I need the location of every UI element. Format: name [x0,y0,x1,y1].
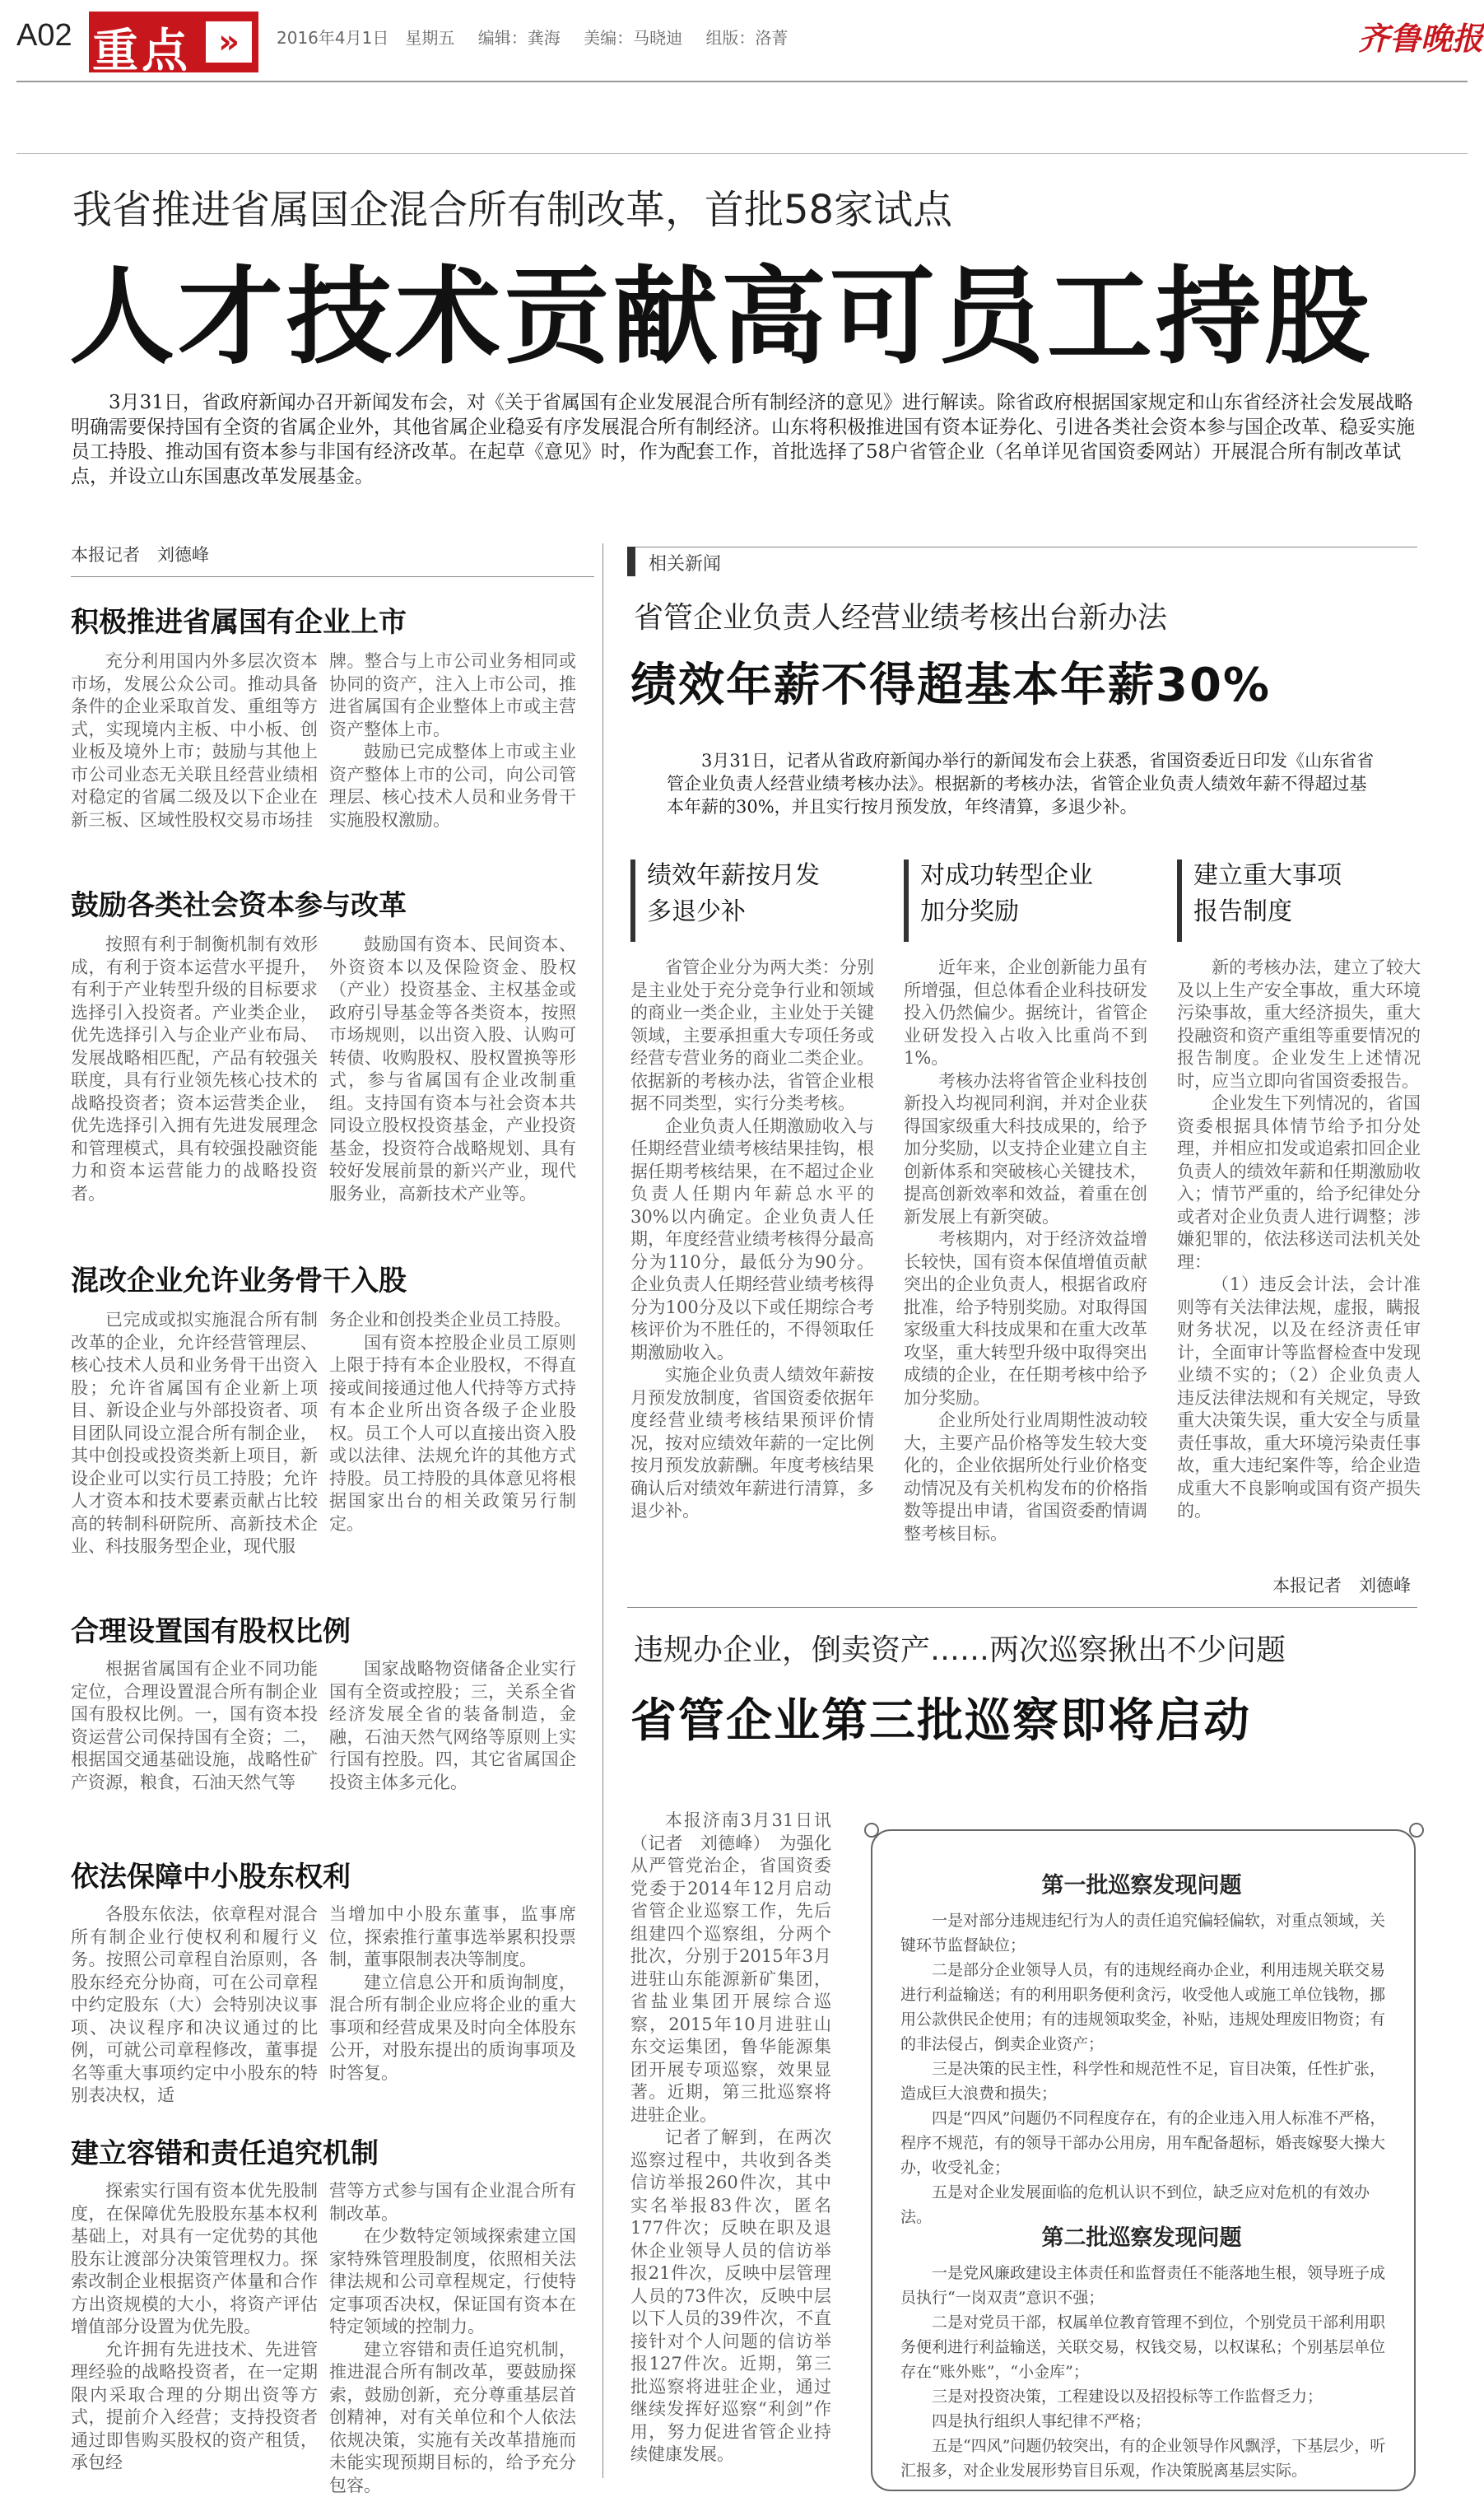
section-title-accountability: 建立容错和责任追究机制 [71,2137,379,2170]
column-head-line: 多退少补 [647,897,746,926]
paragraph: 按照有利于制衡机制有效形成，有利于资本运营水平提升，有利于产业转型升级的目标要求选择引入投资者。产业类企业，优先选择引入与企业产业布局、发展战略相匹配，产品有较强关联度，具有行业领先核心技术的战略投资者；资本运营类企业，优先选择引入拥有先进发展理念和管理模式，具有较强投融资能力和资本运营能力的战略投资者。 [71,934,318,1204]
section-title-minority-rights: 依法保障中小股东权利 [71,1861,351,1894]
list-item: 二是部分企业领导人员，有的违规经商办企业，利用违规关联交易进行利益输送；有的利用职务便利贪污，收受他人或施工单位钱物，挪用公款供民企使用；有的违规领取奖金，补贴，违规处理废旧物资；有的非法侵占，倒卖企业资产； [900,1961,1386,2053]
column-reporting-body [1177,957,1421,1523]
paragraph: 充分利用国内外多层次资本市场，发展公众公司。推动具备条件的企业采取首发、重组等方式，实现境内主板、中小板、创业板及境外上市；鼓励与其他上市公司业态无关联且经营业绩相对稳定的省属二级及以下企业在新三板、区域性股权交易市场挂 [71,651,318,830]
paragraph: 允许拥有先进技术、先进管理经验的战略投资者，在一定期限内采取合理的分期出资等方式，提前介入经营；支持投资者通过即售购买股权的资产租赁，承包经 [71,2339,318,2472]
paragraph: 实施企业负责人绩效年薪按月预发放制度，省国资委依据年度经营业绩考核结果预评价情况，按对应绩效年薪的一定比例按月预发放薪酬。年度考核结果确认后对绩效年薪进行清算，多退少补。 [630,1365,874,1521]
section-equity-left [71,1658,318,1794]
edition-meta [277,25,806,49]
masthead-rule [16,81,1468,82]
column-divider [602,543,603,2478]
meta-designer: 美编：马晓迪 [584,28,683,48]
paragraph: 企业所处行业周期性波动较大，主要产品价格等发生较大变化的，企业依据所处行业价格变动情况及有关机构发布的价格指数等提出申请，省国资委酌情调整考核目标。 [904,1410,1147,1544]
column-bar [630,860,635,942]
list-item: 四是执行组织人事纪律不严格； [932,2412,1151,2430]
paragraph: 各股东依法，依章程对混合所有制企业行使权利和履行义务。按照公司章程自治原则，各股东经充分协商，可在公司章程中约定股东（大）会特别决议事项、决议程序和决议通过的比例，可就公司章程修改，董事提名等重大事项约定中小股东的特别表决权，适 [71,1904,318,2105]
paragraph: 企业负责人任期激励收入与任期经营业绩考核结果挂钩，根据任期考核结果，在不超过企业负责人任期内年薪总水平的30%以内确定。企业负责人任期，年度经营业绩考核得分最高分为110分，最低分为90分。企业负责人任期经营业绩考核得分为100分及以下或任期综合考核评价为不胜任的，不得领取任期激励收入。 [630,1116,874,1363]
column-head-line: 绩效年薪按月发 [647,861,820,890]
paragraph: 牌。整合与上市公司业务相同或协同的资产，注入上市公司，推进省属国有企业整体上市或主营资产整体上市。 [329,651,576,739]
paragraph: 建立容错和责任追究机制，推进混合所有制改革，要鼓励探索，鼓励创新，充分尊重基层首创精神，对有关单位和个人依法依规决策，实施有关改革措施而未能实现预期目标的，给予充分包容。 [329,2339,576,2495]
inspection-kicker: 违规办企业，倒卖资产……两次巡察揪出不少问题 [634,1633,1286,1667]
related-byline: 本报记者 刘德峰 [1272,1576,1411,1596]
list-item: 五是对企业发展面临的危机认识不到位，缺乏应对危机的有效办法。 [900,2183,1370,2226]
page-number: A02 [16,18,72,53]
main-lead: 3月31日，省政府新闻办召开新闻发布会，对《关于省属国有企业发展混合所有制经济的意见》进行解读。除省政府根据国家规定和山东省经济社会发展战略明确需要保持国有全资的省属企业外，其他省属企业稳妥有序发展混合所有制经济。山东将积极推进国有资本证券化、引进各类社会资本参与国企改革、稳妥实施员工持股、推动国有资本参与非国有经济改革。在起草《意见》时，作为配套工作，首批选择了58户省管企业（名单详见省国资委网站）开展混合所有制改革试点，并设立山东国惠改革发展基金。 [71,392,1415,487]
list-item: 三是决策的民主性，科学性和规范性不足，盲目决策，任性扩张，造成巨大浪费和损失； [900,2060,1386,2103]
section-accountability-right [329,2180,576,2497]
section-title: 重点 [92,25,191,78]
box2-list [900,2261,1386,2483]
section-capital-right [329,934,576,1205]
inspection-headline: 省管企业第三批巡察即将启动 [630,1694,1251,1748]
paragraph: 已完成或拟实施混合所有制改革的企业，允许经营管理层、核心技术人员和业务骨干出资入股；允许省属国有企业新上项目、新设企业与外部投资者、项目团队同设立混合所有制企业，其中创投或投资类新上项目，新设企业可以实行员工持股；允许人才资本和技术要素贡献占比较高的转制科研院所、高新技术企业、科技服务型企业，现代服 [71,1310,318,1556]
paragraph: 考核期内，对于经济效益增长较快，国有资本保值增值贡献突出的企业负责人，根据省政府批准，给予特别奖励。对取得国家级重大科技成果和在重大改革攻坚，重大转型升级中取得突出成绩的企业，在任期考核中给予加分奖励。 [904,1229,1147,1408]
section-title-ipo: 积极推进省属国有企业上市 [71,606,407,639]
paragraph: 务企业和创投类企业员工持股。 [329,1310,571,1330]
paragraph: 国家战略物资储备企业实行国有全资或控股；三，关系全省经济发展全省的装备制造，金融，石油天然气网络等原则上实行国有控股。四，其它省属国企投资主体多元化。 [329,1659,576,1792]
section-title-equity-ratio: 合理设置国有股权比例 [71,1615,351,1648]
section-title-employee-shares: 混改企业允许业务骨干入股 [71,1265,407,1297]
list-item: 三是对投资决策，工程建设以及招投标等工作监督乏力； [932,2388,1324,2406]
paragraph: 探索实行国有资本优先股制度，在保障优先股股东基本权利基础上，对具有一定优势的其他股东让渡部分决策管理权力。探索改制企业根据资产体量和合作方出资规模的大小，将资产评估增值部分设置为优先股。 [71,2181,318,2336]
chevron-right-icon: » [206,21,252,63]
column-head-line: 加分奖励 [920,897,1019,926]
list-item: 一是党风廉政建设主体责任和监督责任不能落地生根，领导班子成员执行“一岗双责”意识不强； [900,2264,1386,2307]
paragraph: 考核办法将省管企业科技创新投入均视同利润，并对企业获得国家级重大科技成果的，给予加分奖励，以支持企业建立自主创新体系和突破核心关键技术，提高创新效率和效益，着重在创新发展上有新突破。 [904,1070,1147,1227]
related-label-bar [627,547,635,576]
meta-date: 2016年4月1日 星期五 [277,28,455,48]
paragraph: 近年来，企业创新能力虽有所增强，但总体看企业科技研发投入仍然偏少。据统计，省管企业研发投入占收入比重尚不到1%。 [904,957,1147,1068]
paragraph: 新的考核办法，建立了较大及以上生产安全事故，重大环境污染事故，重大经济损失，重大投融资和资产重组等重要情况的报告制度。企业发生上述情况时，应当立即向省国资委报告。 [1177,957,1421,1091]
related-lead: 3月31日，记者从省政府新闻办举行的新闻发布会上获悉，省国资委近日印发《山东省省管企业负责人经营业绩考核办法》。根据新的考核办法，省管企业负责人绩效年薪不得超过基本年薪的30%，并且实行按月预发放，年终清算，多退少补。 [667,751,1375,817]
section-accountability-left [71,2180,318,2475]
divider [71,576,594,577]
paragraph: 企业发生下列情况的，省国资委根据具体情节给予扣分处理，并相应扣发或追索扣回企业负责人的绩效年薪和任期激励收入；情节严重的，给予纪律处分或者对企业负责人进行调整；涉嫌犯罪的，依法移送司法机关处理： [1177,1093,1421,1272]
section-minority-right [329,1903,576,2085]
box1-list [900,1908,1386,2229]
box-ornament [1409,1823,1424,1838]
main-subtitle: 我省推进省属国企混合所有制改革，首批58家试点 [72,187,953,233]
meta-editor: 编辑：龚海 [477,28,561,48]
paragraph: （1）违反会计法，会计准则等有关法律法规，虚报，瞒报财务状况，以及在经济责任审计，全面审计等监督检查中发现业绩不实的；（2）企业负责人违反法律法规和有关规定，导致重大决策失误，重大安全与质量责任事故，重大环境污染责任事故，重大违纪案件等，给企业造成重大不良影响或国有资产损失的。 [1177,1274,1421,1521]
column-head-line: 报告制度 [1193,897,1292,926]
paragraph: 在少数特定领域探索建立国家特殊管理股制度，依照相关法律法规和公司章程规定，行使特定事项否决权，保证国有资本在特定领域的控制力。 [329,2226,576,2336]
column-head-reporting [1193,858,1342,930]
column-head-bonus [920,858,1093,930]
section-shares-left [71,1309,318,1558]
section-shares-right [329,1309,576,1535]
paragraph: 省管企业分为两大类：分别是主业处于充分竞争行业和领域的商业一类企业，主业处于关键领域，主要承担重大专项任务或经营专营业务的商业二类企业。依据新的考核办法，省管企业根据不同类型，实行分类考核。 [630,957,874,1113]
column-bar [904,860,909,942]
related-news-label: 相关新闻 [649,554,722,575]
paragraph: 鼓励已完成整体上市或主业资产整体上市的公司，向公司管理层、核心技术人员和业务骨干实施股权激励。 [329,742,576,830]
section-ipo-right [329,650,576,832]
section-equity-right [329,1658,576,1794]
box1-title: 第一批巡察发现问题 [1041,1873,1242,1898]
inspection-body [630,1810,831,2467]
divider [627,1607,1417,1608]
paragraph: 营等方式参与国有企业混合所有制改革。 [329,2181,576,2224]
column-bar [1177,860,1182,942]
masthead-rule-thin [16,153,1468,154]
column-head-line: 对成功转型企业 [920,861,1093,890]
list-item: 五是“四风”问题仍较突出，有的企业领导作风飘浮，下基层少，听汇报多，对企业发展形势盲目乐观，作决策脱离基层实际。 [900,2437,1386,2480]
list-item: 一是对部分违规违纪行为人的责任追究偏轻偏软，对重点领域，关键环节监督缺位； [900,1912,1386,1954]
list-item: 四是“四风”问题仍不同程度存在，有的企业违入用人标准不严格，程序不规范，有的领导干部办公用房，用车配备超标，婚丧嫁娶大操大办，收受礼金； [900,2109,1386,2177]
related-kicker: 省管企业负责人经营业绩考核出台新办法 [634,601,1168,635]
box2-title: 第二批巡察发现问题 [1041,2225,1242,2251]
paragraph: 国有资本控股企业员工原则上限于持有本企业股权，不得直接或间接通过他人代持等方式持有本企业所出资各级子企业股权。员工个人可以直接出资入股或以法律、法规允许的其他方式持股。员工持股的具体意见将根据国家出台的相关政策另行制定。 [329,1332,576,1534]
box-ornament [864,1823,879,1838]
list-item: 二是对党员干部，权属单位教育管理不到位，个别党员干部利用职务便利进行利益输送，关联交易，权钱交易，以权谋私；个别基层单位存在“账外账”，“小金库”； [900,2313,1386,2381]
newspaper-logo: 齐鲁晚报 [1358,20,1484,57]
paragraph: 当增加中小股东董事，监事席位，探索推行董事选举累积投票制，董事限制表决等制度。 [329,1904,576,1969]
paragraph: 鼓励国有资本、民间资本、外资资本以及保险资金、股权（产业）投资基金、主权基金或政府引导基金等各类资本，按照市场规则，以出资入股、认购可转债、收购股权、股权置换等形式，参与省属国有企业改制重组。支持国有资本与社会资本共同设立股权投资基金，产业投资基金，投资符合战略规划、具有较好发展前景的新兴产业，现代服务业，高新技术产业等。 [329,934,576,1204]
section-minority-left [71,1903,318,2108]
column-head-line: 建立重大事项 [1193,861,1342,890]
column-bonus-body [904,957,1147,1545]
section-title-capital: 鼓励各类社会资本参与改革 [71,889,407,922]
paragraph: 建立信息公开和质询制度，混合所有制企业应将企业的重大事项和经营成果及时向全体股东公开，对股东提出的质询事项及时答复。 [329,1972,576,2083]
main-byline: 本报记者 刘德峰 [71,545,209,565]
meta-layout: 组版：洛菁 [705,28,789,48]
paragraph: 根据省属国有企业不同功能定位，合理设置混合所有制企业国有股权比例。一，国有资本投资运营公司保持国有全资；二，根据国交通基础设施，战略性矿产资源，粮食，石油天然气等 [71,1659,318,1792]
related-headline: 绩效年薪不得超基本年薪30% [630,659,1272,712]
section-ipo-left [71,650,318,832]
column-head-salary [647,858,820,930]
column-salary-body [630,957,874,1523]
section-capital-left [71,934,318,1205]
paragraph: 本报济南3月31日讯（记者 刘德峰） 为强化从严管党治企，省国资委党委于2014年12月启动省管企业巡察工作，先后组建四个巡察组，分两个批次，分别于2015年3月进驻山东能源新矿集团，省盐业集团开展综合巡察，2015年10月进驻山东交运集团，鲁华能源集团开展专项巡察，效果显著。近期，第三批巡察将进驻企业。 [630,1810,831,2125]
paragraph: 记者了解到，在两次巡察过程中，共收到各类信访举报260件次，其中实名举报83件次，匿名177件次；反映在职及退休企业领导人员的信访举报21件次，反映中层管理人员的73件次，反映中层以下人员的39件次，不直接针对个人问题的信访举报127件次。近期，第三批巡察将进驻企业，通过继续发挥好巡察“利剑”作用，努力促进省管企业持续健康发展。 [630,2127,831,2464]
main-headline: 人才技术贡献高可员工持股 [69,256,1374,379]
